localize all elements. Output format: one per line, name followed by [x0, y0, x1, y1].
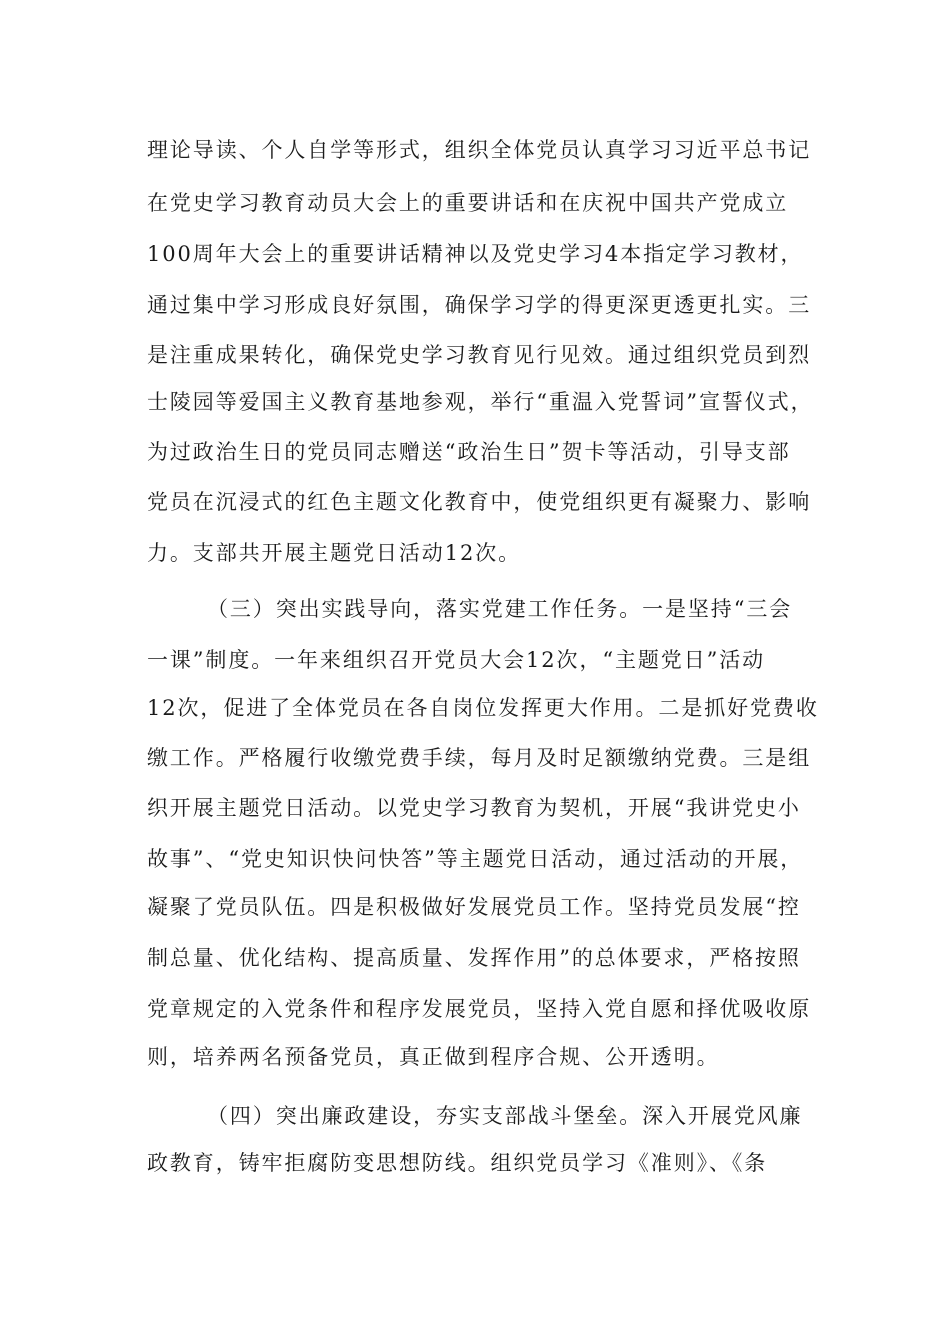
text-line: 100周年大会上的重要讲话精神以及党史学习4本指定学习教材，: [147, 242, 804, 266]
text-line: 制总量、优化结构、提高质量、发挥作用”的总体要求，严格按照: [147, 946, 801, 970]
text-line: 政教育，铸牢拒腐防变思想防线。组织党员学习《准则》、《条: [147, 1151, 768, 1175]
text-line: 12次，促进了全体党员在各自岗位发挥更大作用。二是抓好党费收: [147, 696, 819, 720]
text-line: 通过集中学习形成良好氛围，确保学习学的得更深更透更扎实。三: [147, 293, 812, 317]
text-line: 则，培养两名预备党员，真正做到程序合规、公开透明。: [147, 1045, 720, 1069]
text-line: 一课”制度。一年来组织召开党员大会12次，“主题党日”活动: [147, 648, 766, 672]
text-line: 在党史学习教育动员大会上的重要讲话和在庆祝中国共产党成立: [147, 191, 789, 215]
text-line: 党员在沉浸式的红色主题文化教育中，使党组织更有凝聚力、影响: [147, 490, 812, 514]
text-line: 理论导读、个人自学等形式，组织全体党员认真学习习近平总书记: [147, 138, 812, 162]
section-heading-three: （三）突出实践导向，落实党建工作任务。一是坚持“三会: [207, 597, 793, 621]
text-line: 力。支部共开展主题党日活动12次。: [147, 541, 522, 565]
text-line: 故事”、“党史知识快问快答”等主题党日活动，通过活动的开展，: [147, 847, 804, 871]
text-line: 为过政治生日的党员同志赠送“政治生日”贺卡等活动，引导支部: [147, 440, 791, 464]
text-line: 凝聚了党员队伍。四是积极做好发展党员工作。坚持党员发展“控: [147, 895, 801, 919]
text-line: 士陵园等爱国主义教育基地参观，举行“重温入党誓词”宣誓仪式，: [147, 390, 814, 414]
section-heading-four: （四）突出廉政建设，夯实支部战斗堡垒。深入开展党风廉: [207, 1104, 803, 1128]
text-line: 党章规定的入党条件和程序发展党员，坚持入党自愿和择优吸收原: [147, 997, 812, 1021]
text-line: 缴工作。严格履行收缴党费手续，每月及时足额缴纳党费。三是组: [147, 746, 812, 770]
text-line: 织开展主题党日活动。以党史学习教育为契机，开展“我讲党史小: [147, 796, 801, 820]
text-line: 是注重成果转化，确保党史学习教育见行见效。通过组织党员到烈: [147, 343, 812, 367]
